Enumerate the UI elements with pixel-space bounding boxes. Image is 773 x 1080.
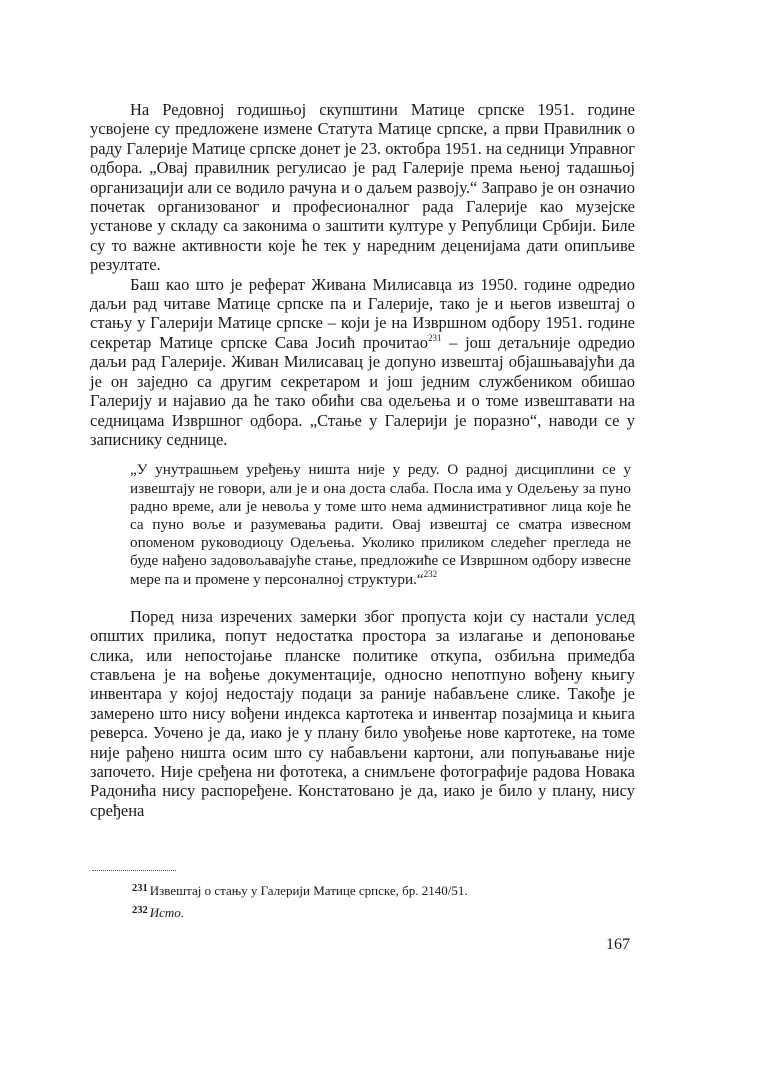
block-quote [130, 461, 631, 588]
footnote-number: 231 [132, 883, 148, 894]
paragraph-2-text-a: Баш као што је реферат Живана Милисавца из 1950. године одредио даљи рад читаве Матице српске па и Галерије, тако је и његов извештај о стању у Галерији Матице српске – који је на Извршном одбору 1951. године секретар Матице српске Сава Јосић прочитао [90, 274, 635, 352]
footnote-text: Извештај о стању у Галерији Матице српске, бр. 2140/51. [149, 883, 468, 898]
page-number: 167 [606, 936, 630, 953]
paragraph-2-text-b: – још детаљније одредио даљи рад Галерије. Живан Милисавац је допуно извештај објашњавајући да је он заједно са другим секретаром и још једним службеником обишао Галерију и најавио да ће тако обићи сва одељења и о томе извештавати на седницама Извршног одбора. „Стање у Галерији је поразно“, наводи се у записнику седнице. [90, 332, 635, 449]
footnote-ref-232[interactable]: 232 [423, 568, 438, 579]
quote-body: „У унутрашњем уређењу ништа није у реду. О радној дисциплини се у извештају не говори, али је и она доста слаба. Посла има у Одељењу за пуно радно време, али је невоља у томе што нема административног лица које ће са пуно воље и разумевања радити. Овај извештај се сматра извесном опоменом руководиоцу Одељења. Уколико приликом следећег прегледа не буде нађено задовољавајуће стање, предложиће се Извршном одбору извесне мере па и промене у персоналној структури.“ [130, 461, 631, 588]
quote-text [130, 461, 631, 588]
footnote-number: 232 [132, 905, 148, 916]
footnote-232 [132, 901, 632, 923]
footnotes [132, 879, 632, 923]
paragraph-1: На Редовној годишњој скупштини Матице српске 1951. године усвојене су предложене измене Статута Матице српске, а први Правилник о раду Галерије Матице српске донет је 23. октобра 1951. на седници Управног одбора. „Овај правилник регулисао је рад Галерије према њеној тадашњој организацији али се водило рачуна и о даљем развоју.“ Заправо је он означио почетак организованог и професионалног рада Галерије као музејске установе у складу са законима о заштити културе у Републици Србији. Биле су то важне активности које ће тек у наредним деценијама дати опипљиве резултате. [90, 100, 635, 275]
footnote-text: Исто. [149, 905, 185, 920]
footnote-separator [92, 870, 176, 871]
footnote-ref-231[interactable]: 231 [427, 332, 442, 343]
footnote-231 [132, 879, 632, 901]
paragraph-3: Поред низа изречених замерки због пропуста који су настали услед општих прилика, попут недостатка простора за излагање и депоновање слика, или непостојање планске политике откупа, озбиљна примедба стављена је на вођење документације, односно непотпуно вођену књигу инвентара у којој недостају подаци за раније набављене слике. Такође је замерено што нису вођени индекса картотека и инвентар позајмица и књига реверса. Уочено је да, иако је у плану било увођење нове картотеке, на томе није рађено ништа осим што су набављени картони, али попуњавање није започето. Није сређена ни фототека, а снимљене фотографије радова Новака Радонића нису распоређене. Констатовано је да, иако је било у плану, нису сређена [90, 606, 635, 820]
main-text [90, 100, 635, 820]
paragraph-2 [90, 275, 635, 450]
